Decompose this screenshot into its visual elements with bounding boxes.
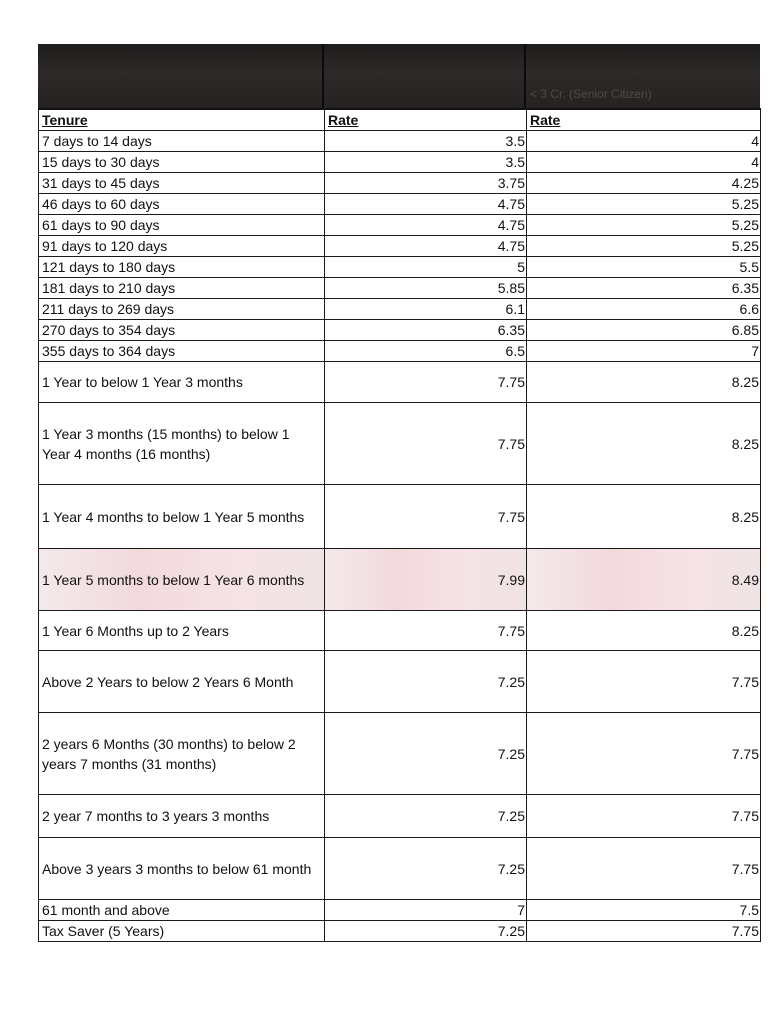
rate-cell: 4.75 — [325, 236, 527, 257]
senior-rate-cell: 7.5 — [527, 900, 761, 921]
tenure-cell: 1 Year 6 Months up to 2 Years — [39, 611, 325, 651]
senior-rate-cell: 8.25 — [527, 362, 761, 403]
senior-rate-cell: 8.25 — [527, 485, 761, 549]
header-cell — [39, 109, 325, 131]
senior-citizen-caption: < 3 Cr. (Senior Citizen) — [530, 87, 652, 101]
rate-cell: 3.5 — [325, 131, 527, 152]
table-row — [39, 299, 761, 320]
tenure-cell: 270 days to 354 days — [39, 320, 325, 341]
senior-rate-cell: 7.75 — [527, 921, 761, 942]
senior-rate-cell: 8.25 — [527, 403, 761, 485]
senior-rate-cell: 6.85 — [527, 320, 761, 341]
tenure-cell: 1 Year 4 months to below 1 Year 5 months — [39, 485, 325, 549]
senior-rate-cell: 5.25 — [527, 215, 761, 236]
senior-rate-cell: 5.25 — [527, 194, 761, 215]
table-row — [39, 921, 761, 942]
header-rate: Rate — [328, 112, 359, 128]
senior-rate-cell: 4 — [527, 131, 761, 152]
table-row — [39, 278, 761, 299]
rate-cell: 5 — [325, 257, 527, 278]
table-row — [39, 362, 761, 403]
rate-cell: 6.1 — [325, 299, 527, 320]
tenure-cell: 1 Year 3 months (15 months) to below 1 Year 4 months (16 months) — [39, 403, 325, 485]
header-tenure: Tenure — [42, 112, 88, 128]
rate-cell: 3.5 — [325, 152, 527, 173]
tenure-cell: Above 2 Years to below 2 Years 6 Month — [39, 651, 325, 713]
table-row — [39, 320, 761, 341]
table-row — [39, 152, 761, 173]
senior-rate-cell: 7.75 — [527, 795, 761, 838]
rate-cell: 3.75 — [325, 173, 527, 194]
tenure-cell: 61 days to 90 days — [39, 215, 325, 236]
table-row — [39, 611, 761, 651]
rate-cell: 7.75 — [325, 611, 527, 651]
rate-cell: 6.5 — [325, 341, 527, 362]
senior-rate-cell: 7.75 — [527, 651, 761, 713]
tenure-cell: 31 days to 45 days — [39, 173, 325, 194]
rate-cell: 4.75 — [325, 215, 527, 236]
table-row — [39, 403, 761, 485]
table-row — [39, 838, 761, 900]
rate-cell: 7 — [325, 900, 527, 921]
senior-rate-cell: 8.49 — [527, 549, 761, 611]
table-row — [39, 194, 761, 215]
table-row — [39, 795, 761, 838]
rate-cell: 6.35 — [325, 320, 527, 341]
table-row — [39, 215, 761, 236]
tenure-cell: Tax Saver (5 Years) — [39, 921, 325, 942]
tenure-cell: 2 year 7 months to 3 years 3 months — [39, 795, 325, 838]
table-row — [39, 713, 761, 795]
rate-cell: 5.85 — [325, 278, 527, 299]
rate-cell: 7.25 — [325, 921, 527, 942]
senior-rate-cell: 7.75 — [527, 838, 761, 900]
band-divider — [524, 44, 526, 108]
tenure-cell: 1 Year 5 months to below 1 Year 6 months — [39, 549, 325, 611]
tenure-cell: Above 3 years 3 months to below 61 month — [39, 838, 325, 900]
senior-rate-cell: 6.6 — [527, 299, 761, 320]
senior-rate-cell: 7.75 — [527, 713, 761, 795]
table-row-highlighted — [39, 549, 761, 611]
senior-rate-cell: 4.25 — [527, 173, 761, 194]
header-cell — [527, 109, 761, 131]
senior-rate-cell: 8.25 — [527, 611, 761, 651]
table-row — [39, 257, 761, 278]
senior-rate-cell: 4 — [527, 152, 761, 173]
senior-rate-cell: 5.25 — [527, 236, 761, 257]
rate-cell: 7.25 — [325, 838, 527, 900]
tenure-cell: 2 years 6 Months (30 months) to below 2 years 7 months (31 months) — [39, 713, 325, 795]
rate-cell: 7.25 — [325, 795, 527, 838]
table-row — [39, 341, 761, 362]
header-cell — [325, 109, 527, 131]
tenure-cell: 61 month and above — [39, 900, 325, 921]
tenure-cell: 181 days to 210 days — [39, 278, 325, 299]
tenure-cell: 91 days to 120 days — [39, 236, 325, 257]
table-row — [39, 900, 761, 921]
table-header-row — [39, 109, 761, 131]
rate-cell: 7.75 — [325, 403, 527, 485]
rate-cell: 7.75 — [325, 362, 527, 403]
table-row — [39, 173, 761, 194]
header-band — [38, 44, 760, 108]
table-row — [39, 651, 761, 713]
senior-rate-cell: 5.5 — [527, 257, 761, 278]
rate-cell: 7.75 — [325, 485, 527, 549]
rate-sheet — [38, 44, 760, 952]
header-senior-rate: Rate — [530, 112, 561, 128]
tenure-cell: 1 Year to below 1 Year 3 months — [39, 362, 325, 403]
table-row — [39, 131, 761, 152]
rate-cell: 7.99 — [325, 549, 527, 611]
tenure-cell: 121 days to 180 days — [39, 257, 325, 278]
tenure-cell: 355 days to 364 days — [39, 341, 325, 362]
senior-rate-cell: 6.35 — [527, 278, 761, 299]
table-row — [39, 236, 761, 257]
rate-cell: 7.25 — [325, 713, 527, 795]
senior-rate-cell: 7 — [527, 341, 761, 362]
table-row — [39, 485, 761, 549]
tenure-cell: 7 days to 14 days — [39, 131, 325, 152]
tenure-cell: 46 days to 60 days — [39, 194, 325, 215]
tenure-cell: 15 days to 30 days — [39, 152, 325, 173]
rate-cell: 4.75 — [325, 194, 527, 215]
rate-cell: 7.25 — [325, 651, 527, 713]
band-divider — [322, 44, 324, 108]
rate-table — [38, 108, 761, 942]
tenure-cell: 211 days to 269 days — [39, 299, 325, 320]
